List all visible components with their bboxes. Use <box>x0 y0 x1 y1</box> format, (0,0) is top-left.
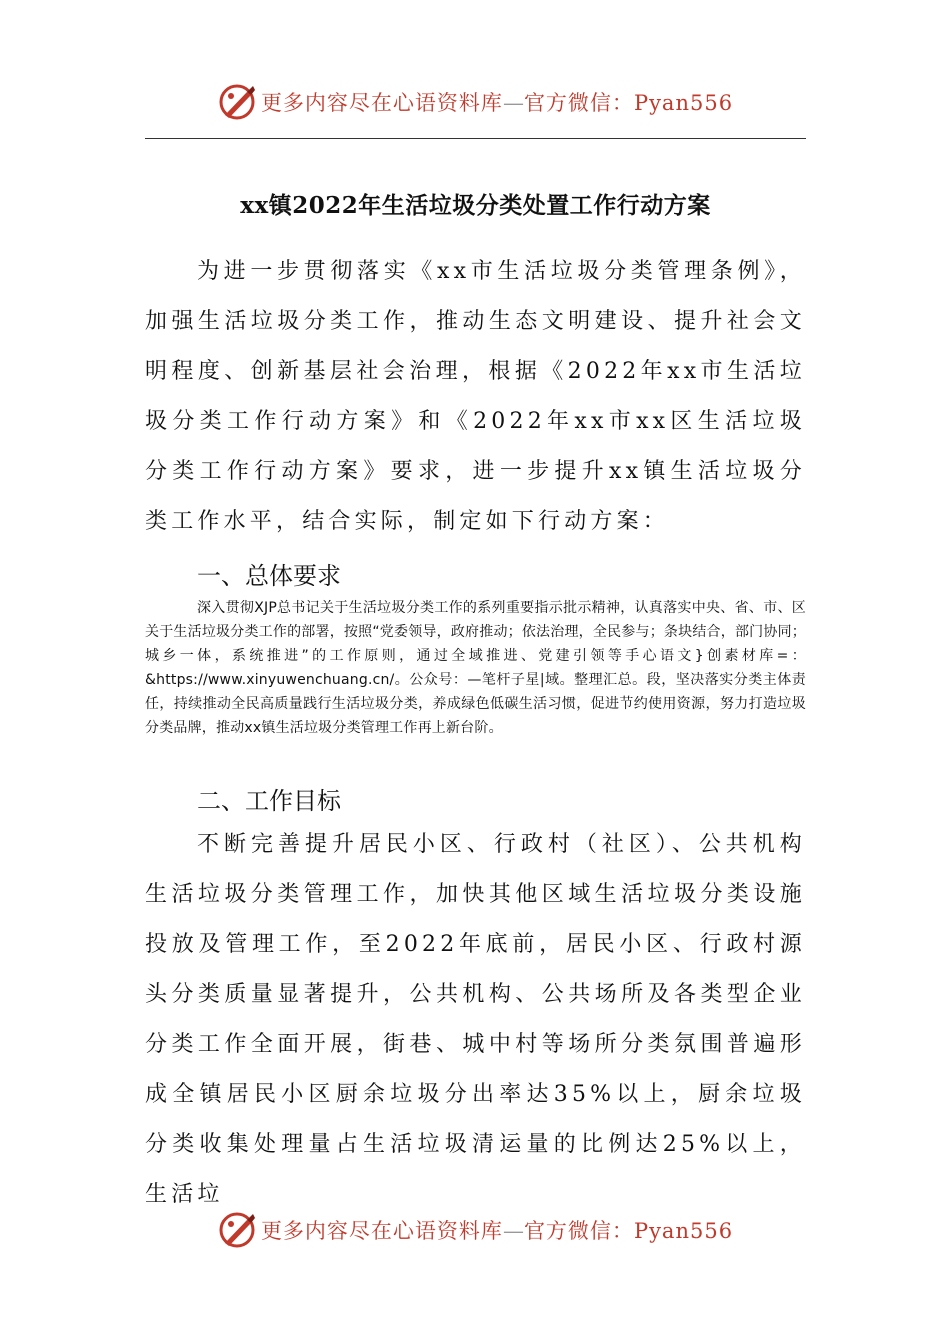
banner-text: 更多内容尽在心语资料库—官方微信：Pyan556 <box>260 1219 734 1243</box>
intro-paragraph: 为进一步贯彻落实《xx市生活垃圾分类管理条例》，加强生活垃圾分类工作，推动生态文明建设、提升社会文明程度、创新基层社会治理，根据《2022年xx市生活垃圾分类工作行动方案》和《2022年xx市xx区生活垃圾分类工作行动方案》要求，进一步提升xx镇生活垃圾分类工作水平，结合实际，制定如下行动方案： <box>145 259 806 534</box>
pen-logo-icon <box>217 1210 257 1250</box>
work-goals-paragraph: 不断完善提升居民小区、行政村（社区）、公共机构生活垃圾分类管理工作，加快其他区域生活垃圾分类设施投放及管理工作，至2022年底前，居民小区、行政村源头分类质量显著提升，公共机构、公共场所及各类型企业分类工作全面开展，街巷、城中村等场所分类氛围普遍形成全镇居民小区厨余垃圾分出率达35%以上，厨余垃圾分类收集处理量占生活垃圾清运量的比例达25%以上，生活垃 <box>145 832 806 1207</box>
section-heading-overall-requirements: 一、总体要求 <box>197 562 341 590</box>
pen-logo-icon <box>217 82 257 122</box>
section-heading-work-goals: 二、工作目标 <box>197 787 341 815</box>
header-rule <box>145 138 806 139</box>
banner-text: 更多内容尽在心语资料库—官方微信：Pyan556 <box>260 91 734 115</box>
overall-requirements-paragraph: 深入贯彻XJP总书记关于生活垃圾分类工作的系列重要指示批示精神，认真落实中央、省、市、区关于生活垃圾分类工作的部署，按照“党委领导，政府推动；依法治理，全民参与；条块结合，部门协同；城乡一体，系统推进”的工作原则，通过全域推进、党建引领等手心语文}创素材库=：&https://www.xinyuwenchuang.cn/。公众号：—笔杆子星|域。整理汇总。段，坚决落实分类主体责任，持续推动全民高质量践行生活垃圾分类，养成绿色低碳生活习惯，促进节约使用资源，努力打造垃圾分类品牌，推动xx镇生活垃圾分类管理工作再上新台阶。 <box>145 600 806 736</box>
footer-banner <box>0 1206 950 1254</box>
wechat-id: Pyan556 <box>633 91 734 115</box>
header-banner <box>0 78 950 126</box>
document-title: xx镇2022年生活垃圾分类处置工作行动方案 <box>240 192 711 220</box>
wechat-id: Pyan556 <box>633 1219 734 1243</box>
